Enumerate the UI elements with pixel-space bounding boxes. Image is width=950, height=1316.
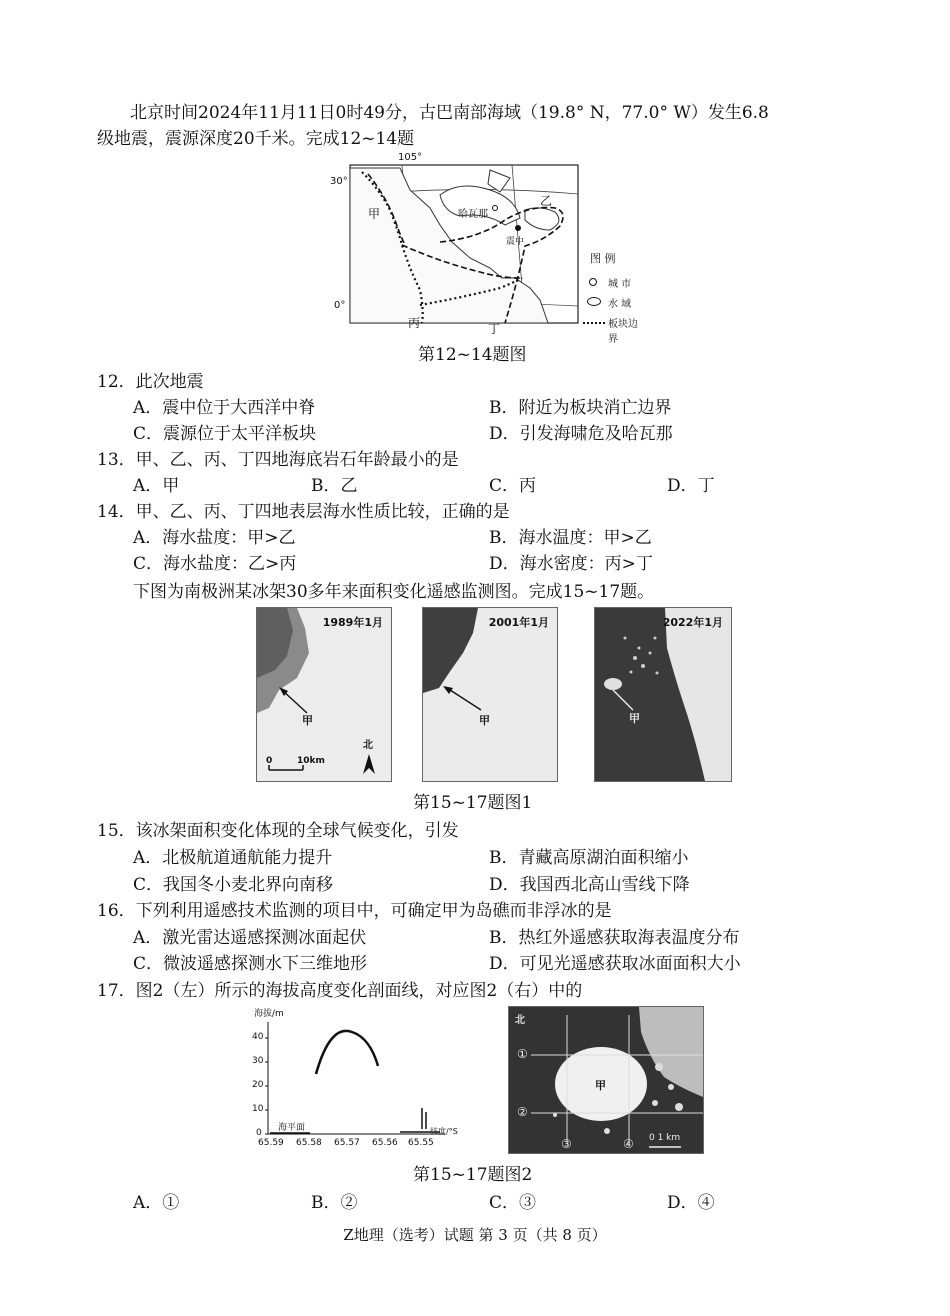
- epicenter-label: 震中: [506, 237, 525, 247]
- q14-option-a: A．海水盐度：甲>乙: [133, 528, 296, 548]
- legend-plate: 板块边界: [608, 319, 638, 345]
- page-footer: Z地理（选考）试题 第 3 页（共 8 页）: [343, 1226, 607, 1244]
- q15-option-c: C．我国冬小麦北界向南移: [133, 875, 334, 895]
- lat-label-bottom: 0°: [334, 300, 346, 311]
- q13-option-a: A．甲: [133, 476, 180, 496]
- q14-option-b: B．海水温度：甲>乙: [489, 528, 652, 548]
- legend-water-icon: [587, 297, 601, 306]
- ytick-20: 20: [252, 1080, 264, 1090]
- profile-xlabel: 纬度/°S: [430, 1127, 458, 1136]
- ding-label: 丁: [488, 322, 501, 336]
- sat-image-2001: [422, 607, 558, 782]
- profile-ylabel: 海拔/m: [254, 1009, 284, 1019]
- q12-option-a: A．震中位于大西洋中脊: [133, 398, 316, 418]
- q16-option-d: D．可见光遥感获取冰面面积大小: [489, 954, 741, 974]
- fig2-scale: 0 1 km: [649, 1133, 681, 1143]
- sat-image-2022: [594, 607, 732, 782]
- q13-option-d: D．丁: [667, 476, 715, 496]
- ytick-10: 10: [252, 1104, 264, 1114]
- q13-stem: 13．甲、乙、丙、丁四地海底岩石年龄最小的是: [97, 450, 459, 470]
- q14-option-d: D．海水密度：丙>丁: [489, 554, 653, 574]
- q17-option-d: D．④: [667, 1193, 715, 1213]
- legend-city: 城 市: [608, 279, 632, 290]
- q15-option-b: B．青藏高原湖泊面积缩小: [489, 848, 689, 868]
- elevation-profile: [250, 1004, 460, 1154]
- sat-2022-label: 2022年1月: [662, 616, 723, 629]
- sat-image-1989: [256, 607, 392, 782]
- line-label-3: ③: [561, 1137, 572, 1151]
- sea-level-label: 海平面: [278, 1123, 306, 1133]
- fig2-north: 北: [515, 1015, 525, 1026]
- q13-option-c: C．丙: [489, 476, 537, 496]
- xtick-4: 65.56: [372, 1138, 398, 1148]
- q15-stem: 15．该冰架面积变化体现的全球气候变化，引发: [97, 821, 459, 841]
- q15-option-d: D．我国西北高山雪线下降: [489, 875, 690, 895]
- q17-option-b: B．②: [311, 1193, 358, 1213]
- lat-label-top: 30°: [330, 176, 348, 187]
- xtick-3: 65.57: [334, 1138, 360, 1148]
- bing-label: 丙: [408, 316, 421, 330]
- fig2-jia: 甲: [595, 1079, 606, 1092]
- lon-label: 105°: [398, 152, 423, 163]
- ytick-40: 40: [252, 1032, 264, 1042]
- q12-option-c: C．震源位于太平洋板块: [133, 424, 317, 444]
- scale-10km: 10km: [297, 756, 325, 766]
- line-label-2: ②: [517, 1105, 528, 1119]
- sat-2001-jia: 甲: [479, 714, 490, 727]
- q14-option-c: C．海水盐度：乙>丙: [133, 554, 297, 574]
- xtick-1: 65.59: [258, 1138, 284, 1148]
- q17-option-a: A．①: [133, 1193, 180, 1213]
- q12-stem: 12．此次地震: [97, 372, 204, 392]
- q12-option-d: D．引发海啸危及哈瓦那: [489, 424, 673, 444]
- scale-zero: 0: [266, 756, 273, 766]
- legend-plate-icon: [583, 322, 605, 324]
- sat-1989-jia: 甲: [302, 714, 313, 727]
- legend-water: 水 域: [608, 299, 632, 310]
- sat-1989-label: 1989年1月: [322, 616, 383, 629]
- q16-stem: 16．下列利用遥感技术监测的项目中，可确定甲为岛礁而非浮冰的是: [97, 901, 612, 921]
- intro-line-1: 北京时间2024年11月11日0时49分，古巴南部海域（19.8° N，77.0° W）发生6.8: [130, 103, 769, 123]
- legend-title: 图 例: [590, 252, 616, 265]
- intro-line-2: 级地震，震源深度20千米。完成12~14题: [97, 129, 415, 149]
- fig1-caption: 第15~17题图1: [413, 793, 533, 813]
- line-label-1: ①: [517, 1047, 528, 1061]
- q14-stem: 14．甲、乙、丙、丁四地表层海水性质比较，正确的是: [97, 502, 510, 522]
- city-label: 哈瓦那: [458, 209, 488, 220]
- q13-option-b: B．乙: [311, 476, 358, 496]
- q17-option-c: C．③: [489, 1193, 537, 1213]
- xtick-2: 65.58: [296, 1138, 322, 1148]
- intro2-text: 下图为南极洲某冰架30多年来面积变化遥感监测图。完成15~17题。: [133, 582, 655, 602]
- fig2-caption: 第15~17题图2: [413, 1165, 533, 1185]
- line-label-4: ④: [623, 1137, 634, 1151]
- ytick-30: 30: [252, 1056, 264, 1066]
- sat-2001-label: 2001年1月: [488, 616, 549, 629]
- yi-label: 乙: [540, 194, 553, 208]
- q15-option-a: A．北极航道通航能力提升: [133, 848, 333, 868]
- plate-map: [340, 150, 640, 340]
- xtick-5: 65.55: [408, 1138, 434, 1148]
- q12-option-b: B．附近为板块消亡边界: [489, 398, 672, 418]
- jia-label: 甲: [368, 207, 381, 221]
- sat-2022-jia: 甲: [629, 712, 640, 725]
- q16-option-c: C．微波遥感探测水下三维地形: [133, 954, 368, 974]
- sat-image-profile-lines: [508, 1006, 704, 1154]
- q17-stem: 17．图2（左）所示的海拔高度变化剖面线，对应图2（右）中的: [97, 981, 583, 1001]
- legend-city-icon: [589, 278, 597, 286]
- q16-option-b: B．热红外遥感获取海表温度分布: [489, 928, 740, 948]
- ytick-0: 0: [256, 1128, 262, 1138]
- map1-caption: 第12~14题图: [418, 345, 527, 365]
- north-label: 北: [363, 740, 373, 751]
- plate-map-figure: [330, 150, 640, 345]
- q16-option-a: A．激光雷达遥感探测冰面起伏: [133, 928, 367, 948]
